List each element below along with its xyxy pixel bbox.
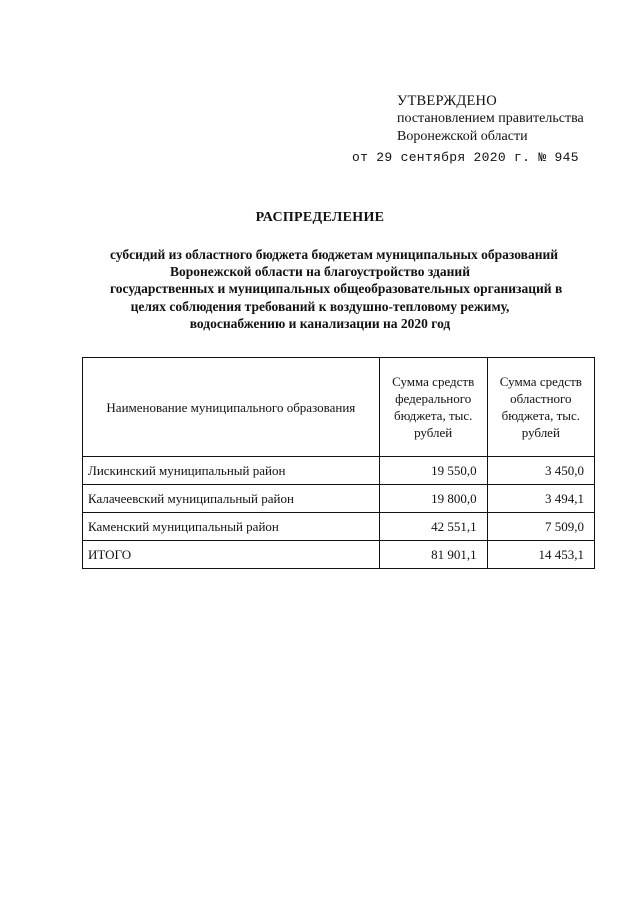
cell-regional: 7 509,0 (487, 513, 594, 541)
approval-line-2: Воронежской области (397, 129, 528, 144)
subtitle-line: субсидий из областного бюджета бюджетам муниципальных образований (110, 247, 559, 262)
table-row (83, 485, 595, 513)
document-subtitle (110, 246, 563, 332)
table-row (83, 457, 595, 485)
cell-total-federal: 81 901,1 (379, 541, 487, 569)
header-regional-funds: Сумма средств областного бюджета, тыс. рублей (487, 358, 594, 457)
decree-reference: от 29 сентября 2020 г. № 945 (352, 150, 579, 165)
header-municipality: Наименование муниципального образования (83, 358, 380, 457)
cell-municipality: Каменский муниципальный район (83, 513, 380, 541)
cell-total-label: ИТОГО (83, 541, 380, 569)
cell-municipality: Калачеевский муниципальный район (83, 485, 380, 513)
cell-municipality: Лискинский муниципальный район (83, 457, 380, 485)
cell-regional: 3 450,0 (487, 457, 594, 485)
subtitle-line: Воронежской области на благоустройство зданий (170, 264, 470, 280)
approval-heading: УТВЕРЖДЕНО (397, 93, 497, 109)
distribution-table (82, 357, 595, 569)
table-total-row (83, 541, 595, 569)
table-row (83, 513, 595, 541)
cell-federal: 19 800,0 (379, 485, 487, 513)
cell-regional: 3 494,1 (487, 485, 594, 513)
cell-federal: 42 551,1 (379, 513, 487, 541)
document-title: РАСПРЕДЕЛЕНИЕ (255, 210, 385, 225)
approval-line-1: постановлением правительства (397, 111, 584, 126)
header-federal-funds: Сумма средств федерального бюджета, тыс. рублей (379, 358, 487, 457)
subtitle-line: водоснабжению и канализации на 2020 год (189, 315, 451, 331)
cell-total-regional: 14 453,1 (487, 541, 594, 569)
subtitle-line: целях соблюдения требований к воздушно-тепловому режиму, (130, 298, 510, 314)
subtitle-line: государственных и муниципальных общеобразовательных организаций в (110, 281, 563, 297)
table-header-row (83, 358, 595, 457)
cell-federal: 19 550,0 (379, 457, 487, 485)
approval-block (397, 92, 584, 146)
